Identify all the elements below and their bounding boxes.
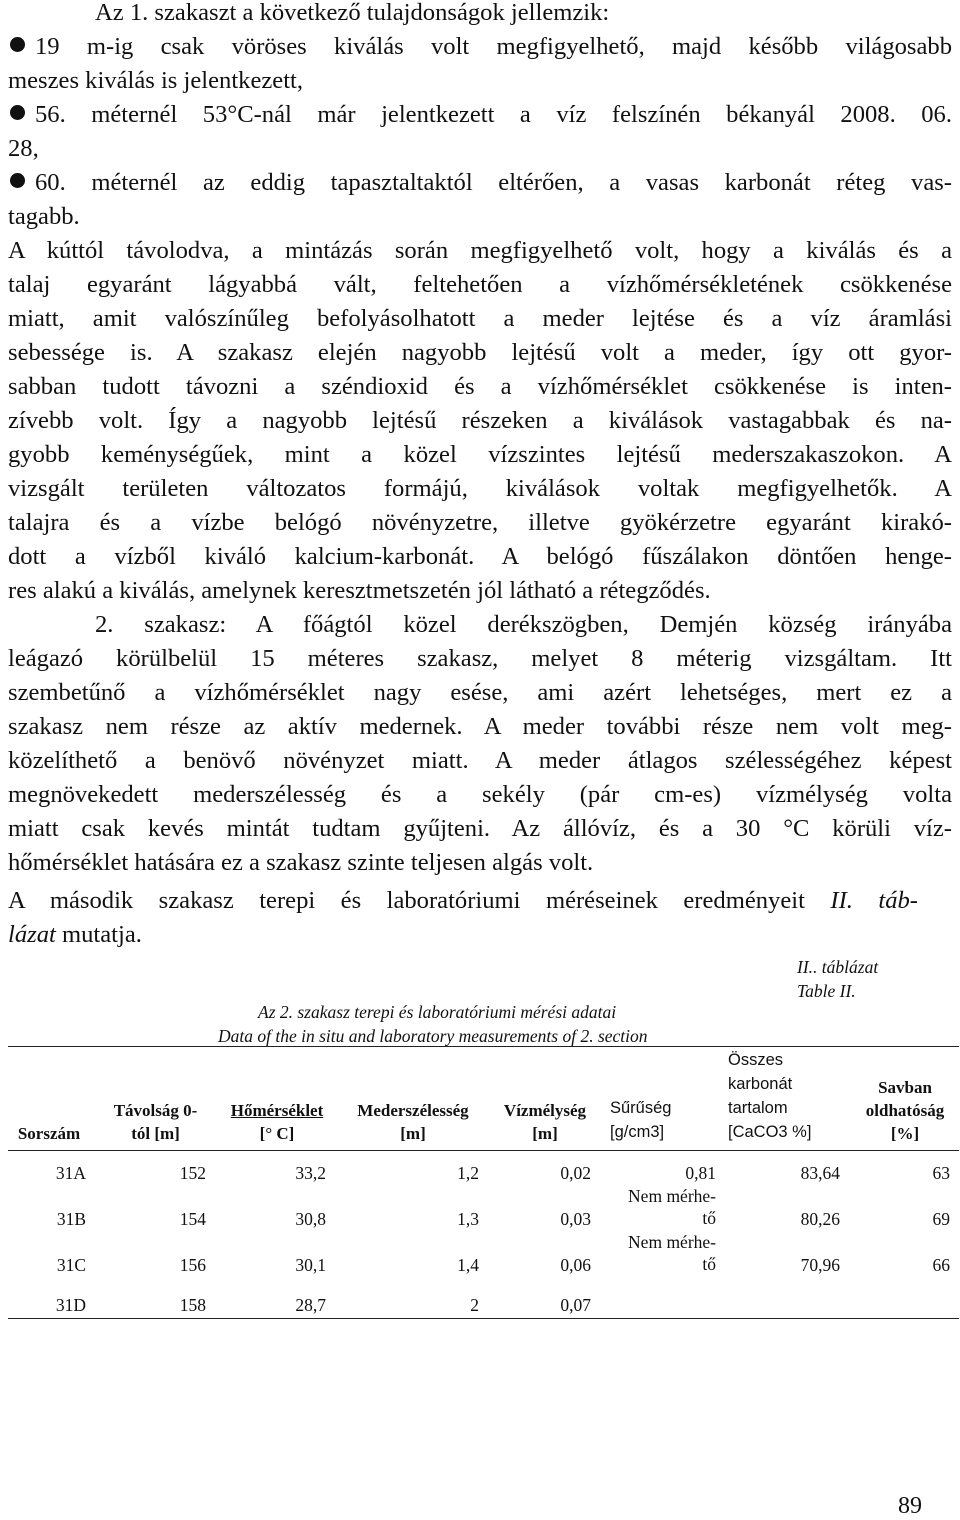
body-line: sebessége is. A szakasz elején nagyobb lejtésű volt a meder, így ott gyor- (8, 339, 952, 366)
bullet-continuation: meszes kiválás is jelentkezett, (8, 67, 304, 94)
body-line: szembetűnő a vízhőmérséklet nagy esése, ami azért lehetséges, mert ez a (8, 679, 952, 706)
cell-temperature: 30,1 (295, 1255, 326, 1275)
body-line: talajra és a vízbe belógó növényzetre, illetve gyökérzetre egyaránt kirakó- (8, 509, 952, 536)
cell-acid: 66 (932, 1255, 950, 1275)
bullet-item: 19 m-ig csak vöröses kiválás volt megfigyelhető, majd később világosabb (8, 30, 952, 64)
cell-id: 31C (56, 1255, 86, 1275)
section2-first-line: 2. szakasz: A főágtól közel derékszögben, Demjén község irányába (95, 611, 952, 638)
section1-intro: Az 1. szakaszt a következő tulajdonságok jellemzik: (95, 0, 610, 26)
body-line: miatt, amit valószínűleg befolyásolhatott a meder lejtése és a víz áramlási (8, 305, 952, 332)
cell-id: 31A (55, 1163, 86, 1183)
cell-density: Nem mérhe- tő (628, 1186, 716, 1228)
cell-temperature: 28,7 (295, 1295, 326, 1315)
bullet-continuation: tagabb. (8, 203, 80, 230)
header-savban: Savban oldhatóság [%] (865, 1078, 945, 1143)
body-line: szakasz nem része az aktív medernek. A meder további része nem volt meg- (8, 713, 952, 740)
bullet-dot (10, 173, 25, 188)
cell-id: 31B (56, 1209, 86, 1229)
header-vizmelyseg: Vízmélység [m] (503, 1101, 587, 1143)
bullet-item: 60. méternél az eddig tapasztaltaktól eltérően, a vasas karbonát réteg vas- (8, 166, 952, 200)
table-reference-line: A második szakasz terepi és laboratóriumi méréseinek eredményeit II. táb- (8, 887, 918, 914)
body-line: res alakú a kiválás, amelynek keresztmetszetén jól látható a rétegződés. (8, 577, 711, 604)
table-reference-line: lázat mutatja. (8, 921, 142, 948)
cell-depth: 0,07 (560, 1295, 591, 1315)
body-line: vizsgált területen változatos formájú, kiválások voltak megfigyelhetők. A (8, 475, 952, 502)
cell-density: 0,81 (685, 1163, 716, 1183)
body-line: gyobb keménységűek, mint a közel vízszintes lejtésű mederszakaszokon. A (8, 441, 952, 468)
body-line: zívebb volt. Így a nagyobb lejtésű részeken a kiválások vastagabbak és na- (8, 407, 952, 434)
cell-temperature: 33,2 (295, 1163, 326, 1183)
table-header-rule (8, 1150, 959, 1151)
body-line: közelíthető a benövő növényzet miatt. A meder átlagos szélességéhez képest (8, 747, 952, 774)
table-top-rule (8, 1046, 959, 1047)
cell-density: Nem mérhe- tő (628, 1232, 716, 1274)
bullet-continuation: 28, (8, 135, 39, 162)
cell-carbonate: 80,26 (800, 1209, 840, 1229)
body-line: sabban tudott távozni a széndioxid és a vízhőmérséklet csökkenése is inten- (8, 373, 952, 400)
cell-depth: 0,02 (560, 1163, 591, 1183)
page-number: 89 (898, 1493, 922, 1519)
cell-distance: 152 (179, 1163, 206, 1183)
cell-width: 1,4 (457, 1255, 479, 1275)
cell-carbonate: 70,96 (800, 1255, 840, 1275)
header-tavolsag: Távolság 0- tól [m] (113, 1101, 198, 1143)
cell-depth: 0,06 (560, 1255, 591, 1275)
header-homerseklet: Hőmérséklet [° C] (230, 1101, 324, 1143)
body-line: A kúttól távolodva, a mintázás során megfigyelhető volt, hogy a kiválás és a (8, 237, 952, 264)
table-bottom-rule (8, 1318, 959, 1319)
cell-acid: 63 (932, 1163, 950, 1183)
cell-temperature: 30,8 (295, 1209, 326, 1229)
body-line: miatt csak kevés mintát tudtam gyűjteni. Az állóvíz, és a 30 °C körüli víz- (8, 815, 952, 842)
cell-width: 2 (470, 1295, 479, 1315)
bullet-item: 56. méternél 53°C-nál már jelentkezett a víz felszínén békanyál 2008. 06. (8, 98, 952, 132)
header-karbonat: Összes karbonát tartalom [CaCO3 %] (728, 1051, 812, 1141)
table-number-en: Table II. (797, 981, 856, 1001)
table-caption-hu: Az 2. szakasz terepi és laboratóriumi mérési adatai (258, 1002, 617, 1022)
body-line: dott a vízből kiváló kalcium-karbonát. A belógó fűszálakon döntően henge- (8, 543, 952, 570)
cell-carbonate: 83,64 (800, 1163, 840, 1183)
body-line: hőmérséklet hatására ez a szakasz szinte teljesen algás volt. (8, 849, 594, 876)
cell-width: 1,2 (457, 1163, 479, 1183)
cell-depth: 0,03 (560, 1209, 591, 1229)
body-line: megnövekedett mederszélesség és a sekély (pár cm-es) vízmélység volta (8, 781, 952, 808)
table-caption-en: Data of the in situ and laboratory measurements of 2. section (218, 1026, 648, 1046)
header-mederszelesseg: Mederszélesség [m] (357, 1101, 469, 1143)
header-sorszam: Sorszám (17, 1124, 81, 1143)
cell-width: 1,3 (457, 1209, 479, 1229)
body-line: talaj egyaránt lágyabbá vált, feltehetően a vízhőmérsékletének csökkenése (8, 271, 952, 298)
header-suruseg: Sűrűség [g/cm3] (610, 1099, 672, 1141)
cell-id: 31D (55, 1295, 86, 1315)
body-line: leágazó körülbelül 15 méteres szakasz, melyet 8 méterig vizsgáltam. Itt (8, 645, 952, 672)
cell-distance: 156 (179, 1255, 206, 1275)
bullet-dot (10, 37, 25, 52)
bullet-dot (10, 105, 25, 120)
cell-distance: 154 (179, 1209, 206, 1229)
cell-distance: 158 (179, 1295, 206, 1315)
table-number-hu: II.. táblázat (797, 957, 879, 977)
cell-acid: 69 (932, 1209, 950, 1229)
